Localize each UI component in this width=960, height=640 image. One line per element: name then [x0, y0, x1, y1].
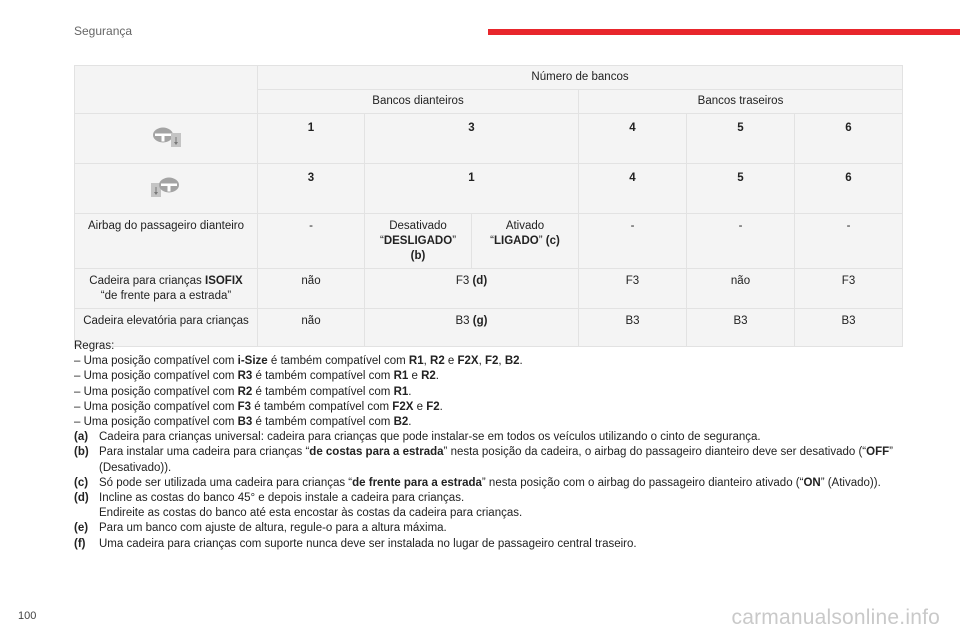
rule-text: – Uma posição compatível com	[74, 385, 238, 398]
isofix-c4: não	[687, 269, 795, 309]
rule-bold: R1	[408, 355, 424, 368]
footnote-text: Cadeira para crianças universal: cadeira para crianças que pode instalar-se em todos os veículos utilizando o cinto de segurança.	[99, 431, 761, 444]
cell-r1c2: 3	[365, 114, 579, 164]
rule-bold: R2	[237, 385, 253, 398]
airbag-on-line1: Ativado	[505, 220, 545, 232]
cell-r1c1: 1	[258, 114, 365, 164]
footnote-bold: ON	[803, 476, 821, 489]
section-title: Segurança	[74, 24, 133, 38]
footnote-key: (f)	[74, 537, 86, 550]
rule-bold: i-Size	[237, 355, 268, 368]
rule-text: e	[444, 355, 458, 368]
airbag-on-cell	[472, 214, 579, 269]
rule-text: .	[519, 355, 523, 368]
rule-text: ,	[423, 355, 431, 368]
footnote-part: ” nesta posição da cadeira, o airbag do passageiro dianteiro deve ser desativado (“	[443, 446, 867, 459]
cell-r2c4: 5	[687, 164, 795, 214]
airbag-c5: -	[687, 214, 795, 269]
footnote-part: ” (Desativado)).	[99, 446, 893, 474]
footnote-b	[74, 445, 904, 475]
footnote-text	[99, 445, 904, 475]
footnote-e	[74, 521, 904, 536]
airbag-label: Airbag do passageiro dianteiro	[75, 214, 258, 269]
isofix-label	[75, 269, 258, 309]
booster-c2-value: B3	[455, 315, 473, 327]
cell-r1c3: 4	[579, 114, 687, 164]
rule-bold: R3	[237, 370, 253, 383]
isofix-c2	[365, 269, 579, 309]
seat-sensor-icon	[149, 123, 183, 149]
quote-close: ”	[538, 235, 546, 247]
rule-text: .	[408, 385, 412, 398]
table-title: Número de bancos	[258, 66, 903, 90]
footnote-part: ” nesta posição com o airbag do passageiro dianteiro ativado (“	[481, 476, 804, 489]
table-row	[75, 114, 903, 164]
booster-c3: B3	[579, 309, 687, 347]
footnote-part: Endireite as costas do banco até esta encostar às costas da cadeira para crianças.	[99, 507, 523, 520]
footnote-text: Uma cadeira para crianças com suporte nunca deve ser instalada no lugar de passageiro central traseiro.	[99, 537, 637, 550]
footnote-key: (b)	[74, 446, 89, 459]
isofix-c1: não	[258, 269, 365, 309]
rule-bold: B3	[237, 416, 253, 429]
airbag-off-ref: (b)	[410, 250, 426, 262]
footnote-text	[99, 491, 904, 521]
seat-compatibility-table	[74, 65, 903, 347]
footnote-key: (e)	[74, 522, 89, 535]
booster-c1: não	[258, 309, 365, 347]
rule-bold: R2	[421, 370, 436, 383]
rule-line	[74, 400, 904, 415]
airbag-on-word: LIGADO	[494, 235, 539, 247]
seat-sensor-icon	[149, 173, 183, 199]
rules-notes	[74, 339, 904, 552]
row-icon-cell	[75, 164, 258, 214]
rule-text: .	[435, 370, 439, 383]
rule-text: e	[413, 400, 427, 413]
cell-r2c2: 1	[365, 164, 579, 214]
page-number: 100	[18, 610, 37, 622]
footnote-part: ” (Ativado)).	[820, 476, 881, 489]
cell-r2c3: 4	[579, 164, 687, 214]
rule-line	[74, 354, 904, 369]
isofix-label-line2: “de frente para a estrada”	[100, 290, 232, 302]
rule-text: é também compatível com	[252, 385, 394, 398]
rules-title: Regras:	[74, 340, 115, 352]
footnote-f	[74, 537, 904, 552]
rule-text: – Uma posição compatível com	[74, 355, 238, 368]
cell-r2c5: 6	[795, 164, 903, 214]
cell-r1c4: 5	[687, 114, 795, 164]
rule-bold: F2X	[392, 400, 414, 413]
airbag-c1: -	[258, 214, 365, 269]
rule-text: é também compatível com	[252, 370, 394, 383]
footnote-bold: de costas para a estrada	[309, 446, 444, 459]
quote-close: ”	[452, 235, 457, 247]
rule-text: ,	[498, 355, 505, 368]
footnote-key: (d)	[74, 492, 89, 505]
rule-text: é também compatível com	[267, 355, 409, 368]
footnote-a	[74, 430, 904, 445]
rule-line	[74, 415, 904, 430]
footnote-key: (a)	[74, 431, 89, 444]
rule-bold: F2X	[457, 355, 479, 368]
footnote-part: Só pode ser utilizada uma cadeira para crianças “	[99, 476, 353, 489]
table-corner-cell	[75, 66, 258, 114]
rear-seats-header: Bancos traseiros	[579, 90, 903, 114]
rule-line	[74, 385, 904, 400]
rule-bold: R2	[430, 355, 445, 368]
rule-text: – Uma posição compatível com	[74, 416, 238, 429]
rule-text: é também compatível com	[251, 400, 393, 413]
rule-text: ,	[478, 355, 485, 368]
isofix-c3: F3	[579, 269, 687, 309]
table-row	[75, 164, 903, 214]
footnote-bold: OFF	[866, 446, 890, 459]
rule-bold: B2	[504, 355, 520, 368]
footnote-c	[74, 476, 904, 491]
footnote-d	[74, 491, 904, 521]
watermark: carmanualsonline.info	[731, 606, 940, 629]
footnote-part: Incline as costas do banco 45° e depois instale a cadeira para crianças.	[99, 492, 465, 505]
isofix-label-pre: Cadeira para crianças	[89, 275, 205, 287]
booster-c4: B3	[687, 309, 795, 347]
rule-text: é também compatível com	[252, 416, 394, 429]
footnote-bold: de frente para a estrada	[352, 476, 482, 489]
rule-text: – Uma posição compatível com	[74, 370, 238, 383]
airbag-c4: -	[579, 214, 687, 269]
cell-r1c5: 6	[795, 114, 903, 164]
footnote-text	[99, 476, 904, 491]
booster-label: Cadeira elevatória para crianças	[75, 309, 258, 347]
rule-bold: F2	[426, 400, 440, 413]
footnote-part: Para instalar uma cadeira para crianças “	[99, 446, 310, 459]
rule-text: – Uma posição compatível com	[74, 400, 238, 413]
rule-text: e	[408, 370, 422, 383]
row-icon-cell	[75, 114, 258, 164]
footnote-key: (c)	[74, 476, 89, 489]
isofix-c2-ref: (d)	[472, 275, 488, 287]
airbag-off-line1: Desativado	[389, 220, 447, 232]
rule-bold: B2	[393, 416, 409, 429]
airbag-on-ref: (c)	[545, 235, 560, 247]
rule-bold: F3	[237, 400, 252, 413]
isofix-c2-value: F3	[455, 275, 473, 287]
footnote-text: Para um banco com ajuste de altura, regule-o para a altura máxima.	[99, 522, 447, 535]
quote-open: “	[379, 235, 384, 247]
booster-c5: B3	[795, 309, 903, 347]
isofix-c5: F3	[795, 269, 903, 309]
airbag-off-cell	[365, 214, 472, 269]
rule-bold: F2	[485, 355, 499, 368]
cell-r2c1: 3	[258, 164, 365, 214]
isofix-label-bold: ISOFIX	[205, 275, 243, 287]
rule-bold: R1	[393, 385, 409, 398]
rule-line	[74, 369, 904, 384]
section-accent-bar	[488, 29, 960, 35]
airbag-c6: -	[795, 214, 903, 269]
front-seats-header: Bancos dianteiros	[258, 90, 579, 114]
table-row	[75, 214, 903, 269]
quote-open: “	[490, 235, 494, 247]
table-row	[75, 269, 903, 309]
airbag-off-word: DESLIGADO	[383, 235, 453, 247]
rule-text: .	[408, 416, 412, 429]
booster-c2-ref: (g)	[472, 315, 488, 327]
rule-text: .	[439, 400, 443, 413]
rule-bold: R1	[393, 370, 409, 383]
